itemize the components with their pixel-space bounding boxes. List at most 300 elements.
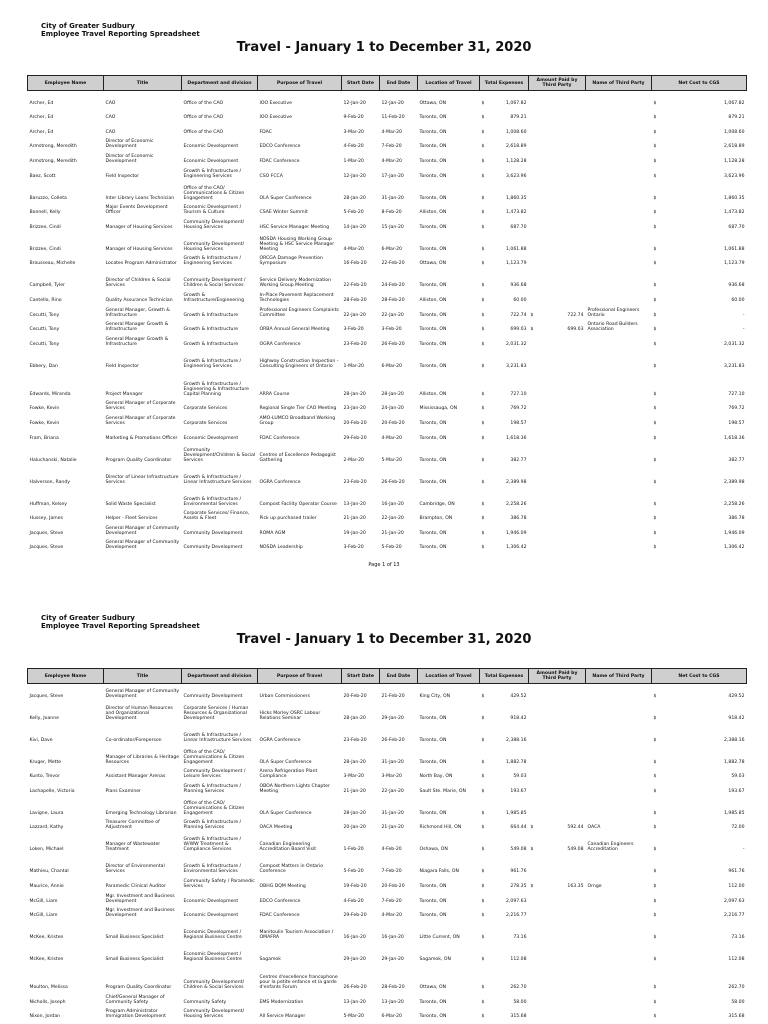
- third-party-name: [586, 1005, 652, 1020]
- amount-paid-third-party: $ 592.44: [530, 825, 584, 831]
- third-party-name: [586, 266, 652, 288]
- net-cost: $ 2,388.16: [653, 737, 745, 743]
- table-row: [28, 721, 747, 743]
- employee-name: Nixon, Jordan: [29, 1014, 61, 1020]
- purpose: AMO-LUMCO Broadband Working Group: [259, 415, 336, 426]
- report-title: Travel - January 1 to December 31, 2020: [236, 40, 532, 55]
- table-row: [28, 266, 747, 288]
- purpose: OLA Super Conference: [259, 195, 312, 201]
- end-date: 5-Feb-20: [381, 545, 402, 551]
- column-header: Name of Third Party: [586, 76, 652, 91]
- employee-title: Small Business Specialist: [105, 957, 164, 963]
- net-cost: $ 2,216.77: [653, 913, 745, 919]
- end-date: 7-Feb-20: [381, 144, 402, 150]
- third-party-name: [586, 684, 652, 699]
- location: Toronto, ON: [419, 115, 447, 121]
- amount-paid-third-party: [529, 252, 586, 267]
- column-header: Net Cost to CGS: [652, 76, 747, 91]
- employee-title: Director of Children & Social Services: [105, 278, 171, 289]
- total-expenses: $ 73.16: [481, 935, 527, 941]
- amount-paid-third-party: [529, 179, 586, 201]
- column-header: Title: [104, 76, 182, 91]
- purpose: OLA Super Conference: [259, 810, 312, 816]
- net-cost: $ 1,946.09: [653, 530, 745, 536]
- amount-paid-third-party: [529, 940, 586, 962]
- table-row: [28, 904, 747, 919]
- column-header: End Date: [380, 669, 418, 684]
- employee-name: Halverson, Randy: [29, 479, 70, 485]
- location: Niagara Falls, ON: [419, 869, 459, 875]
- table-row: [28, 288, 747, 303]
- employee-title: Manager of Wastewater Treatment: [105, 842, 161, 853]
- location: Toronto, ON: [419, 913, 447, 919]
- employee-name: Campbell, Tyler: [29, 283, 65, 289]
- total-expenses: $ 1,008.60: [481, 129, 527, 135]
- employee-title: General Manager Growth & Infrastructure: [105, 322, 169, 333]
- purpose: FDAC Conference: [259, 158, 300, 164]
- location: Toronto, ON: [419, 883, 447, 889]
- amount-paid-third-party: [529, 1005, 586, 1020]
- start-date: 21-Jan-20: [343, 788, 366, 794]
- table-row: [28, 743, 747, 765]
- net-cost: $ -: [653, 312, 745, 318]
- employee-name: Huffman, Kelsey: [29, 501, 67, 507]
- total-expenses: $ 2,216.77: [481, 913, 527, 919]
- total-expenses: $ 664.44: [481, 825, 527, 831]
- employee-name: Brizzee, Cindi: [29, 246, 61, 252]
- total-expenses: $ 3,231.83: [481, 363, 527, 369]
- amount-paid-third-party: [529, 120, 586, 135]
- location: Brampton, ON: [419, 516, 453, 522]
- net-cost: $ 687.70: [653, 224, 745, 230]
- column-header: Total Expenses: [480, 669, 529, 684]
- third-party-name: [586, 149, 652, 164]
- amount-paid-third-party: [529, 426, 586, 441]
- table-row: [28, 411, 747, 426]
- table-row: [28, 794, 747, 816]
- purpose: ARRA Course: [259, 391, 290, 397]
- third-party-name: [586, 743, 652, 765]
- third-party-name: [586, 120, 652, 135]
- table-row: [28, 699, 747, 721]
- travel-table: [27, 668, 747, 1019]
- employee-name: McKee, Kristen: [29, 957, 64, 963]
- location: Toronto, ON: [419, 246, 447, 252]
- employee-title: Locates Program Administrator: [105, 261, 177, 267]
- end-date: 16-Jan-20: [381, 935, 404, 941]
- third-party-name: [586, 369, 652, 397]
- location: Toronto, ON: [419, 530, 447, 536]
- start-date: 1-Mar-20: [343, 363, 364, 369]
- department: Growth & Infrastructure/Engineering: [183, 292, 245, 303]
- start-date: 28-Jan-20: [343, 715, 366, 721]
- location: Toronto, ON: [419, 312, 447, 318]
- start-date: 9-Feb-20: [343, 115, 364, 121]
- location: Toronto, ON: [419, 144, 447, 150]
- purpose: Professional Engineers Complaints Committee: [259, 307, 339, 318]
- net-cost: $ 73.16: [653, 935, 745, 941]
- employee-title: Manager of Housing Services: [105, 246, 173, 252]
- net-cost: $ 918.42: [653, 715, 745, 721]
- start-date: 3-Feb-20: [343, 545, 364, 551]
- third-party-name: [586, 918, 652, 940]
- department: Office of the CAO: [183, 129, 224, 135]
- department: Community Development/Children & Social Services: [183, 447, 256, 463]
- purpose: OGRA Conference: [259, 341, 301, 347]
- amount-paid-third-party: [529, 397, 586, 412]
- employee-title: Director of Economic Development: [105, 139, 154, 150]
- table-row: [28, 536, 747, 551]
- net-cost: $ 879.21: [653, 115, 745, 121]
- employee-title: General Manager of Community Development: [105, 688, 180, 699]
- amount-paid-third-party: $ 163.35: [530, 883, 584, 889]
- employee-name: Jacques, Steve: [29, 530, 64, 536]
- amount-paid-third-party: [529, 91, 586, 106]
- employee-title: Mgr. Investment and Business Development: [105, 908, 175, 919]
- location: Ottawa, ON: [419, 261, 447, 267]
- net-cost: $ 2,618.89: [653, 144, 745, 150]
- department: Growth & Infrastructure / Engineering Services: [183, 168, 242, 179]
- table-row: [28, 164, 747, 179]
- department: Growth & Infrastructure: [183, 312, 239, 318]
- purpose: Compost Matters in Ontario Conference: [259, 864, 324, 875]
- start-date: 12-Jan-20: [343, 100, 366, 106]
- end-date: 21-Jan-20: [381, 825, 404, 831]
- column-header: Employee Name: [28, 669, 104, 684]
- employee-name: Baruzzo, Colleta: [29, 195, 67, 201]
- department: Community Safety / Paramedic Services: [183, 878, 255, 889]
- employee-name: Ebbery, Dan: [29, 363, 58, 369]
- third-party-name: [586, 215, 652, 230]
- start-date: 29-Jan-20: [343, 957, 366, 963]
- location: Little Current, ON: [419, 935, 460, 941]
- location: Ottawa, ON: [419, 100, 447, 106]
- net-cost: $ 112.00: [653, 883, 745, 889]
- end-date: 6-Mar-20: [381, 363, 402, 369]
- net-cost: $ 429.52: [653, 693, 745, 699]
- purpose: ORCGA Damage Prevention Symposium: [259, 256, 323, 267]
- third-party-name: [586, 699, 652, 721]
- department: Economic Development: [183, 144, 239, 150]
- end-date: 17-Jan-20: [381, 173, 404, 179]
- location: Toronto, ON: [419, 715, 447, 721]
- start-date: 23-Feb-20: [343, 479, 367, 485]
- end-date: 13-Jan-20: [381, 999, 404, 1005]
- end-date: 31-Jan-20: [381, 759, 404, 765]
- third-party-name: [586, 794, 652, 816]
- end-date: 22-Jan-20: [381, 312, 404, 318]
- location: Toronto, ON: [419, 457, 447, 463]
- department: Office of the CAO/ Communications & Citizen Engagement: [183, 749, 245, 765]
- net-cost: $ 2,097.63: [653, 898, 745, 904]
- amount-paid-third-party: [529, 441, 586, 463]
- column-header: Amount Paid by Third Party: [529, 669, 586, 684]
- start-date: 22-Jan-20: [343, 312, 366, 318]
- location: Toronto, ON: [419, 363, 447, 369]
- total-expenses: $ 112.08: [481, 957, 527, 963]
- department: Economic Development / Tourism & Culture: [183, 205, 242, 216]
- total-expenses: $ 936.68: [481, 283, 527, 289]
- total-expenses: $ 879.21: [481, 115, 527, 121]
- start-date: 28-Jan-20: [343, 391, 366, 397]
- total-expenses: $ 58.00: [481, 999, 527, 1005]
- net-cost: $ 1,306.42: [653, 545, 745, 551]
- employee-name: Fowke, Kevin: [29, 406, 60, 412]
- report-page-2: [0, 598, 768, 1024]
- department: Community Development / Leisure Services: [183, 769, 246, 780]
- third-party-name: [586, 252, 652, 267]
- purpose: OBOA Northern Lights Chapter Meeting: [259, 783, 330, 794]
- end-date: 28-Jan-20: [381, 391, 404, 397]
- total-expenses: $ 727.10: [481, 391, 527, 397]
- end-date: 28-Feb-20: [381, 297, 405, 303]
- total-expenses: $ 918.42: [481, 715, 527, 721]
- end-date: 22-Jan-20: [381, 516, 404, 522]
- employee-name: Archer, Ed: [29, 129, 54, 135]
- employee-title: Treasurer Committee of Adjustment: [105, 820, 160, 831]
- end-date: 3-Mar-20: [381, 774, 402, 780]
- start-date: 16-Feb-20: [343, 261, 367, 267]
- third-party-name: [586, 536, 652, 551]
- employee-title: CAO: [105, 129, 116, 135]
- start-date: 28-Jan-20: [343, 810, 366, 816]
- third-party-name: [586, 962, 652, 990]
- column-header: Location of Travel: [418, 76, 480, 91]
- table-row: [28, 1005, 747, 1020]
- amount-paid-third-party: [529, 463, 586, 485]
- net-cost: $ 961.76: [653, 869, 745, 875]
- amount-paid-third-party: [529, 288, 586, 303]
- location: Toronto, ON: [419, 810, 447, 816]
- report-title: Travel - January 1 to December 31, 2020: [236, 632, 532, 647]
- total-expenses: $ 2,258.26: [481, 501, 527, 507]
- employee-name: Brizzee, Cindi: [29, 224, 61, 230]
- start-date: 16-Jan-20: [343, 935, 366, 941]
- purpose: All Service Manager: [259, 1014, 306, 1020]
- table-row: [28, 463, 747, 485]
- purpose: Regional Single Tier CAO Meeting: [259, 406, 337, 412]
- department: Growth & Infrastructure: [183, 341, 239, 347]
- amount-paid-third-party: [529, 699, 586, 721]
- location: Toronto, ON: [419, 224, 447, 230]
- employee-name: Cecutti, Tony: [29, 341, 60, 347]
- start-date: 13-Jan-20: [343, 999, 366, 1005]
- start-date: 26-Feb-20: [343, 985, 367, 991]
- total-expenses: $ 198.57: [481, 420, 527, 426]
- third-party-name: Professional Engineers Ontario: [587, 307, 640, 318]
- amount-paid-third-party: [529, 266, 586, 288]
- amount-paid-third-party: [529, 507, 586, 522]
- column-header: Title: [104, 669, 182, 684]
- location: Toronto, ON: [419, 999, 447, 1005]
- employee-name: Brousseau, Michelle: [29, 261, 76, 267]
- department: Community Development/ Housing Services: [183, 1009, 245, 1020]
- total-expenses: $ 382.77: [481, 457, 527, 463]
- net-cost: $ 193.67: [653, 788, 745, 794]
- start-date: 5-Feb-20: [343, 210, 364, 216]
- total-expenses: $ 193.67: [481, 788, 527, 794]
- department: Corporate Services / Human Resources & Organizational Development: [183, 705, 249, 721]
- location: Ottawa, ON: [419, 985, 447, 991]
- start-date: 20-Feb-20: [343, 693, 367, 699]
- employee-title: Marketing & Promotions Officer: [105, 435, 178, 441]
- employee-name: McGill, Liam: [29, 898, 58, 904]
- table-row: [28, 990, 747, 1005]
- start-date: 4-Mar-20: [343, 246, 364, 252]
- department: Corporate Services: [183, 406, 228, 412]
- amount-paid-third-party: [529, 230, 586, 252]
- table-row: [28, 962, 747, 990]
- page-number: Page 1 of 13: [368, 562, 400, 568]
- department: Growth & Infrastructure: [183, 327, 239, 333]
- employee-name: Archer, Ed: [29, 100, 54, 106]
- third-party-name: [586, 507, 652, 522]
- amount-paid-third-party: [529, 743, 586, 765]
- table-row: [28, 779, 747, 794]
- net-cost: $ 382.77: [653, 457, 745, 463]
- purpose: OLA Super Conference: [259, 759, 312, 765]
- net-cost: $ 3,623.96: [653, 173, 745, 179]
- column-header: Purpose of Travel: [258, 669, 342, 684]
- end-date: 29-Jan-20: [381, 715, 404, 721]
- end-date: 31-Jan-20: [381, 195, 404, 201]
- start-date: 5-Feb-20: [343, 869, 364, 875]
- employee-title: Field Inspector: [105, 173, 139, 179]
- amount-paid-third-party: [529, 990, 586, 1005]
- amount-paid-third-party: [529, 889, 586, 904]
- location: Toronto, ON: [419, 195, 447, 201]
- location: Toronto, ON: [419, 158, 447, 164]
- total-expenses: $ 722.74: [481, 312, 527, 318]
- location: Alliston, ON: [419, 391, 447, 397]
- employee-name: McKee, Kristen: [29, 935, 64, 941]
- amount-paid-third-party: [529, 106, 586, 121]
- third-party-name: [586, 463, 652, 485]
- employee-title: Manager of Libraries & Heritage Resources: [105, 754, 180, 765]
- third-party-name: [586, 135, 652, 150]
- net-cost: $ 1,985.85: [653, 810, 745, 816]
- total-expenses: $ 687.70: [481, 224, 527, 230]
- employee-name: Hussey, James: [29, 516, 63, 522]
- purpose: IOO Executive: [259, 100, 292, 106]
- total-expenses: $ 2,031.32: [481, 341, 527, 347]
- table-row: [28, 684, 747, 699]
- third-party-name: [586, 397, 652, 412]
- employee-name: McGill, Liam: [29, 913, 58, 919]
- purpose: OGRA Conference: [259, 737, 301, 743]
- purpose: OACA Meeting: [259, 825, 293, 831]
- net-cost: $ 58.00: [653, 999, 745, 1005]
- table-row: [28, 332, 747, 347]
- column-header: Purpose of Travel: [258, 76, 342, 91]
- start-date: 23-Feb-20: [343, 341, 367, 347]
- net-cost: $ 1,067.82: [653, 100, 745, 106]
- employee-title: Paramedic Clinical Auditor: [105, 883, 166, 889]
- net-cost: $ 59.03: [653, 774, 745, 780]
- table-row: [28, 135, 747, 150]
- purpose: FDAC: [259, 129, 272, 135]
- purpose: OBHG DQM Meeting: [259, 883, 306, 889]
- end-date: 6-Mar-20: [381, 1014, 402, 1020]
- purpose: FDAC Conference: [259, 913, 300, 919]
- end-date: 4-Mar-20: [381, 435, 402, 441]
- column-header: End Date: [380, 76, 418, 91]
- end-date: 24-Feb-20: [381, 283, 405, 289]
- purpose: Manitoulin Tourism Association / OMAFRA: [259, 930, 334, 941]
- third-party-name: [586, 91, 652, 106]
- purpose: Sagamok: [259, 957, 281, 963]
- employee-name: Cecutti, Tony: [29, 327, 60, 333]
- end-date: 26-Feb-20: [381, 479, 405, 485]
- third-party-name: [586, 485, 652, 507]
- total-expenses: $ 1,946.09: [481, 530, 527, 536]
- end-date: 4-Mar-20: [381, 158, 402, 164]
- net-cost: $ 1,061.88: [653, 246, 745, 252]
- end-date: 22-Jan-20: [381, 788, 404, 794]
- net-cost: $ -: [653, 327, 745, 333]
- total-expenses: $ 1,306.42: [481, 545, 527, 551]
- column-header: Location of Travel: [418, 669, 480, 684]
- start-date: 3-Mar-20: [343, 774, 364, 780]
- org-name: City of Greater Sudbury: [41, 22, 135, 30]
- employee-title: Director of Economic Development: [105, 153, 154, 164]
- purpose: Compost Facility Operator Course: [259, 501, 337, 507]
- location: Sault Ste. Marie, ON: [419, 788, 466, 794]
- purpose: In-Place Pavement Replacement Technologies: [259, 292, 334, 303]
- third-party-name: Ornge: [587, 883, 602, 889]
- start-date: 4-Feb-20: [343, 898, 364, 904]
- amount-paid-third-party: [529, 904, 586, 919]
- employee-name: Archer, Ed: [29, 115, 54, 121]
- table-row: [28, 230, 747, 252]
- employee-title: General Manager of Community Development: [105, 540, 180, 551]
- third-party-name: [586, 990, 652, 1005]
- employee-name: Nicholls, Joseph: [29, 999, 66, 1005]
- employee-title: Chief/General Manager of Community Safety: [105, 994, 165, 1005]
- end-date: 5-Mar-20: [381, 457, 402, 463]
- start-date: 28-Feb-20: [343, 297, 367, 303]
- employee-title: Program Administrator Immigration Development: [105, 1009, 166, 1020]
- total-expenses: $ 699.03: [481, 327, 527, 333]
- table-row: [28, 149, 747, 164]
- total-expenses: $ 2,097.63: [481, 898, 527, 904]
- employee-name: Moulton, Melissa: [29, 985, 68, 991]
- department: Growth & Infrastructure / Linear Infrastructure Services: [183, 732, 252, 743]
- location: Mississauga, ON: [419, 406, 458, 412]
- start-date: 20-Jan-20: [343, 825, 366, 831]
- total-expenses: $ 1,123.79: [481, 261, 527, 267]
- net-cost: $ 386.78: [653, 516, 745, 522]
- total-expenses: $ 2,389.98: [481, 479, 527, 485]
- amount-paid-third-party: [529, 852, 586, 874]
- employee-title: Director of Linear Infrastructure Services: [105, 474, 179, 485]
- end-date: 26-Feb-20: [381, 341, 405, 347]
- employee-title: General Manager of Community Development: [105, 525, 180, 536]
- table-header: [28, 669, 747, 684]
- department: Community Development/ Housing Services: [183, 241, 245, 252]
- employee-title: Assistant Manager Arenas: [105, 774, 166, 780]
- department: Economic Development: [183, 913, 239, 919]
- location: Toronto, ON: [419, 327, 447, 333]
- purpose: OGRA Conference: [259, 479, 301, 485]
- end-date: 3-Feb-20: [381, 327, 402, 333]
- employee-title: Project Manager: [105, 391, 143, 397]
- start-date: 19-Jan-20: [343, 530, 366, 536]
- third-party-name: OACA: [587, 825, 601, 831]
- location: Toronto, ON: [419, 435, 447, 441]
- employee-name: Kelly, Joanne: [29, 715, 59, 721]
- employee-name: Fram, Briana: [29, 435, 59, 441]
